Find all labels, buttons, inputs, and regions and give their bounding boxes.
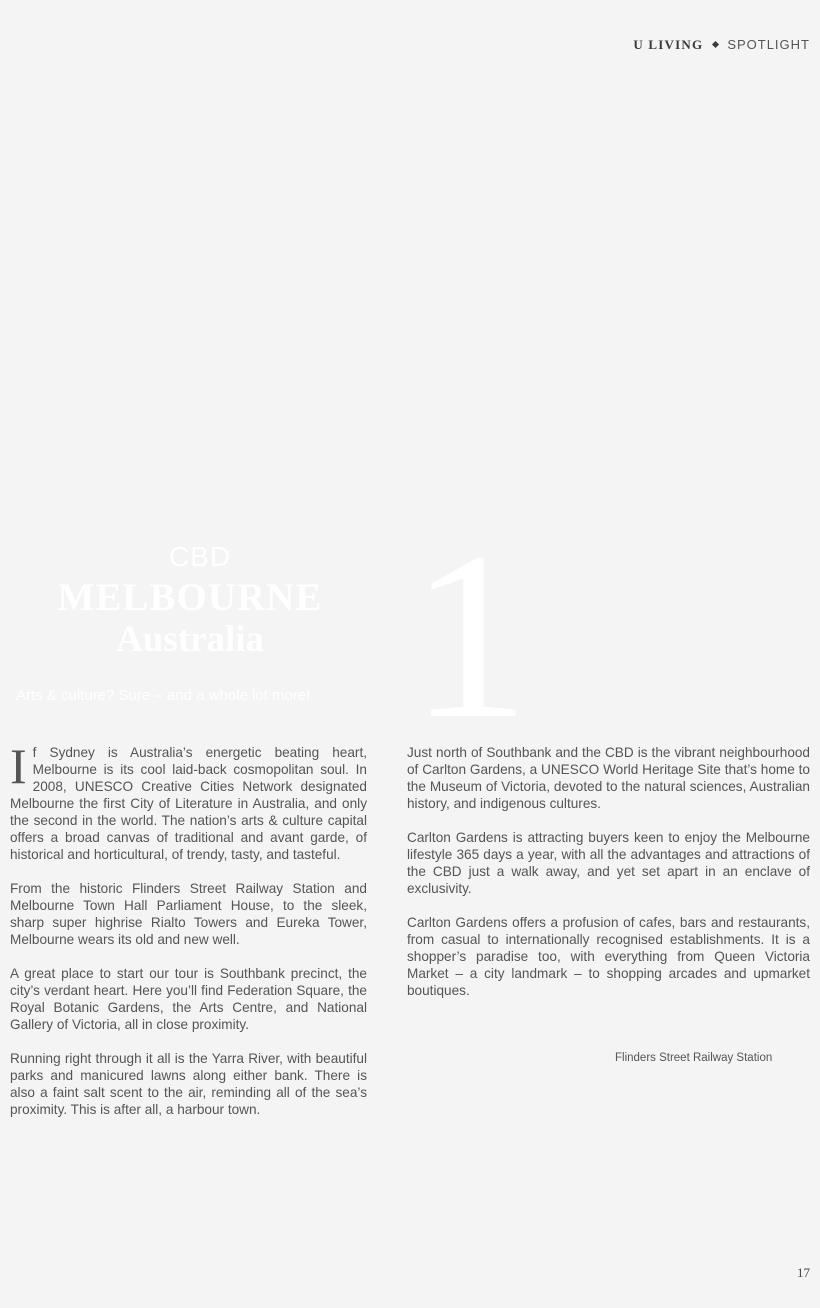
title-line-country: Australia bbox=[116, 619, 264, 660]
body-paragraph: Running right through it all is the Yarra River, with beautiful parks and manicured lawns along either bank. There is also a faint salt scent to the air, reminding all of the sea’s proximity. This is after all, a harbour town. bbox=[10, 1051, 367, 1117]
brand-name: U LIVING bbox=[633, 37, 704, 52]
title-line-cbd: CBD bbox=[168, 541, 232, 572]
running-header bbox=[633, 37, 810, 53]
title-line-city: MELBOURNE bbox=[57, 576, 323, 619]
body-paragraph: Carlton Gardens offers a profusion of cafes, bars and restaurants, from casual to internationally recognised establishments. It is a shopper’s paradise too, with everything from Queen Victoria Market – a city landmark – to shopping arcades and upmarket boutiques. bbox=[407, 915, 810, 998]
body-paragraph: Just north of Southbank and the CBD is the vibrant neighbourhood of Carlton Gardens, a UNESCO World Heritage Site that’s home to the Museum of Victoria, devoted to the natural sciences, Australian history, and indigenous cultures. bbox=[407, 745, 810, 811]
body-column-left bbox=[10, 738, 367, 1135]
body-paragraph: From the historic Flinders Street Railway Station and Melbourne Town Hall Parliament House, to the sleek, sharp super highrise Rialto Towers and Eureka Tower, Melbourne wears its old and new well. bbox=[10, 881, 367, 947]
body-paragraph-text: f Sydney is Australia’s energetic beating heart, Melbourne is its cool laid-back cosmopolitan soul. In 2008, UNESCO Creative Cities Network designated Melbourne the first City of Literature in Australia, and only the second in the world. The nation’s arts & culture capital offers a broad canvas of traditional and avant garde, of historical and horticultural, of trendy, tasty, and tasteful. bbox=[10, 745, 367, 862]
article-title bbox=[10, 535, 390, 663]
body-paragraph: A great place to start our tour is Southbank precinct, the city’s verdant heart. Here you’ll find Federation Square, the Royal Botanic Gardens, the Arts Centre, and National Gallery of Victoria, all in close proximity. bbox=[10, 966, 367, 1032]
body-paragraph: Carlton Gardens is attracting buyers keen to enjoy the Melbourne lifestyle 365 days a year, with all the advantages and attractions of the CBD just a walk away, and yet set apart in an enclave of exclusivity. bbox=[407, 830, 810, 896]
article-tagline: Arts & culture? Sure – and a whole lot more! bbox=[16, 687, 311, 704]
section-name: SPOTLIGHT bbox=[727, 37, 810, 52]
feature-number: 1 bbox=[410, 502, 530, 768]
body-paragraph bbox=[10, 738, 367, 863]
drop-cap: I bbox=[10, 738, 27, 794]
body-column-right bbox=[407, 744, 810, 1016]
photo-caption: Flinders Street Railway Station bbox=[615, 1052, 773, 1064]
diamond-separator-icon bbox=[712, 41, 719, 48]
page-number: 17 bbox=[797, 1265, 810, 1280]
